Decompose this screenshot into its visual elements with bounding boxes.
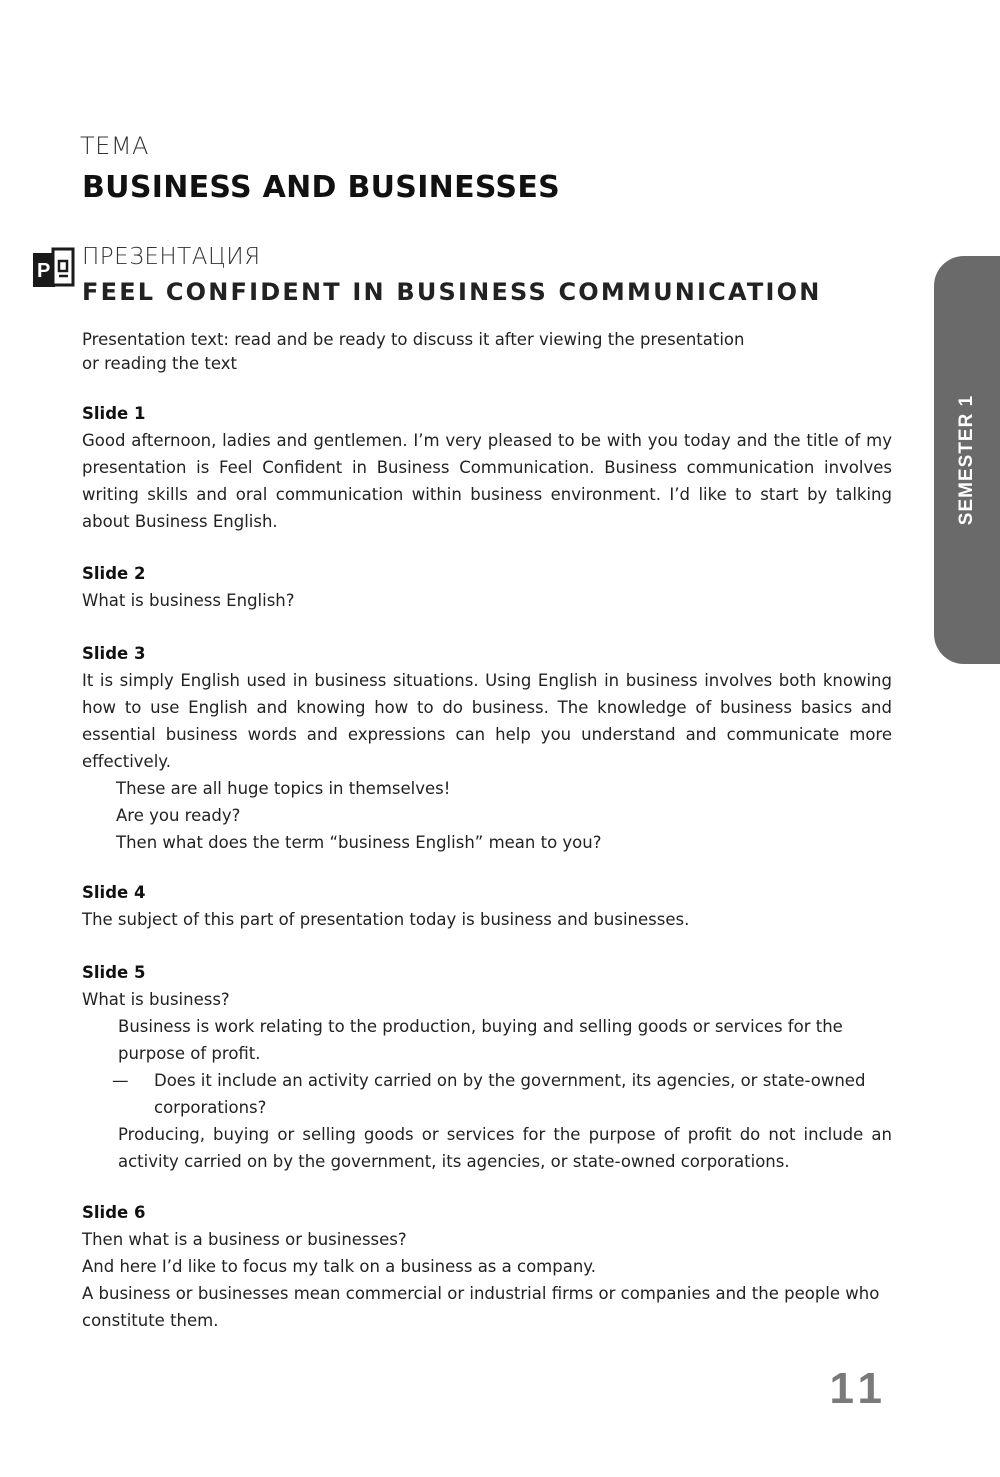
page-title: BUSINESS AND BUSINESSES (82, 170, 561, 205)
slide-line: And here I’d like to focus my talk on a business as a company. (82, 1257, 596, 1276)
powerpoint-icon (33, 247, 75, 289)
slide-question-row (82, 1067, 892, 1121)
tema-label: ТЕМА (80, 132, 149, 160)
intro-line: Presentation text: read and be ready to discuss it after viewing the presentation (82, 330, 745, 349)
slide-line: These are all huge topics in themselves! (116, 779, 451, 798)
slide-heading: Slide 4 (82, 883, 146, 902)
slide-heading: Slide 3 (82, 644, 146, 663)
slide-heading: Slide 2 (82, 564, 146, 583)
semester-tab (934, 256, 1000, 664)
slide-definition: Business is work relating to the production, buying and selling goods or services for the purpose of profit. (118, 1017, 843, 1063)
slide-heading: Slide 5 (82, 963, 146, 982)
powerpoint-icon-letter: P (37, 260, 51, 282)
slide-5 (82, 959, 892, 1175)
slide-text: A business or businesses mean commercial or industrial firms or companies and the people who constitute them. (82, 1284, 880, 1330)
slide-question: Does it include an activity carried on by the government, its agencies, or state-owned corporations? (154, 1071, 866, 1117)
slide-heading: Slide 6 (82, 1203, 146, 1222)
slide-text: Good afternoon, ladies and gentlemen. I’m very pleased to be with you today and the title of my presentation is Feel Confident in Business Communication. Business communication involves writing skills and oral communication within business environment. I’d like to start by talking about Business English. (82, 431, 892, 531)
slide-text: It is simply English used in business situations. Using English in business involves both knowing how to use English and knowing how to do business. The knowledge of business basics and essential business words and expressions can help you understand and communicate more effectively. (82, 671, 892, 771)
page-number: 11 (829, 1364, 888, 1413)
slide-text: What is business? (82, 990, 230, 1009)
dash-mark: — (112, 1071, 129, 1090)
semester-label: SEMESTER 1 (956, 394, 977, 526)
slide-text: What is business English? (82, 591, 295, 610)
presentation-title: FEEL CONFIDENT IN BUSINESS COMMUNICATION (82, 278, 822, 306)
slide-4 (82, 879, 892, 933)
intro-text (82, 328, 782, 376)
slide-answer: Producing, buying or selling goods or services for the purpose of profit do not include an activity carried on by the government, its agencies, or state-owned corporations. (118, 1125, 892, 1171)
slide-line: Are you ready? (116, 806, 241, 825)
presentation-label: ПРЕЗЕНТАЦИЯ (82, 244, 261, 270)
slide-6 (82, 1199, 892, 1334)
intro-line: or reading the text (82, 354, 237, 373)
slide-3 (82, 640, 892, 856)
slide-2 (82, 560, 892, 614)
slide-1 (82, 400, 892, 535)
slide-line: Then what does the term “business English” mean to you? (116, 833, 602, 852)
slide-heading: Slide 1 (82, 404, 146, 423)
slide-line: Then what is a business or businesses? (82, 1230, 407, 1249)
slide-text: The subject of this part of presentation today is business and businesses. (82, 910, 690, 929)
